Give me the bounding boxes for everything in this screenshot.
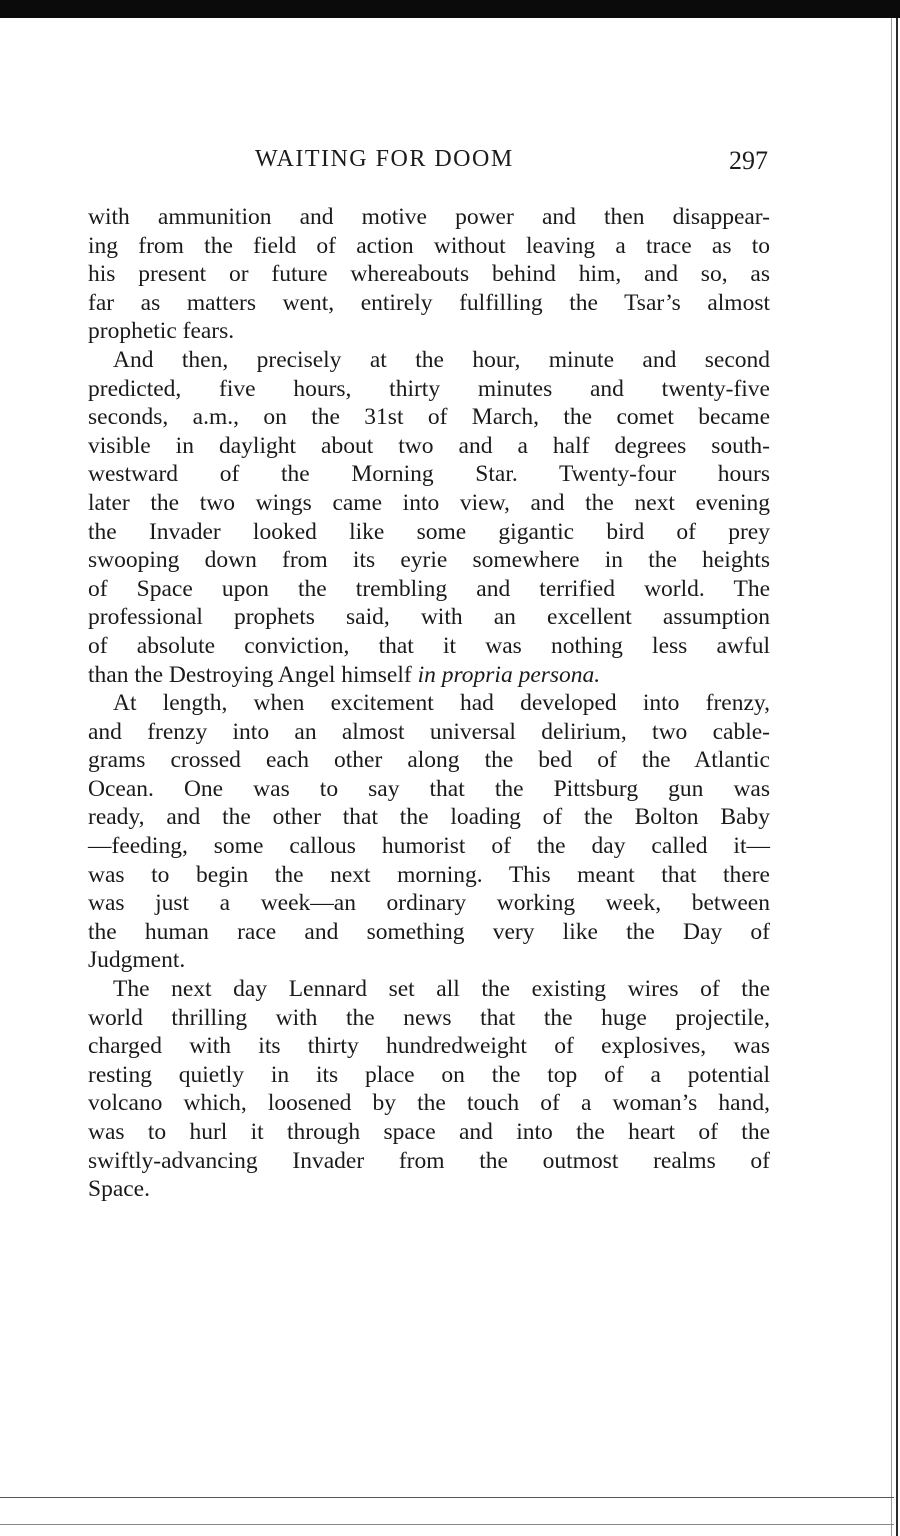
text-line: seconds, a.m., on the 31st of March, the comet became <box>88 404 770 431</box>
paragraph-4 <box>88 975 770 1204</box>
text-line: of Space upon the trembling and terrified world. The <box>88 575 770 602</box>
italic-phrase: in propria persona. <box>417 661 601 688</box>
text-line: westward of the Morning Star. Twenty-four hours <box>88 461 770 488</box>
text-line: was to begin the next morning. This meant that there <box>88 861 770 888</box>
text-line: was just a week—an ordinary working week, between <box>88 890 770 917</box>
paragraph-1 <box>88 203 770 346</box>
scan-bottom-line <box>0 1497 894 1498</box>
text-line: with ammunition and motive power and then disappear- <box>88 204 770 230</box>
running-title: WAITING FOR DOOM <box>255 146 514 172</box>
text-line: professional prophets said, with an excellent assumption <box>88 604 770 631</box>
scan-bottom-edge-line <box>0 1524 894 1525</box>
text-line: the human race and something very like the Day of <box>88 918 770 945</box>
body-text <box>88 203 770 1204</box>
text-line: And then, precisely at the hour, minute and second <box>113 346 770 373</box>
text-line: was to hurl it through space and into the heart of the <box>88 1119 770 1145</box>
text-line: ing from the field of action without leaving a trace as to <box>88 232 770 259</box>
scan-top-border <box>0 0 900 18</box>
text-line: predicted, five hours, thirty minutes and twenty-five <box>88 375 770 402</box>
text-line: resting quietly in its place on the top of a potential <box>88 1061 770 1088</box>
text-line: and frenzy into an almost universal delirium, two cable- <box>88 718 770 745</box>
text-line: The next day Lennard set all the existing wires of the <box>113 976 770 1003</box>
text-line-prefix: than the Destroying Angel himself <box>88 661 418 688</box>
text-line: —feeding, some callous humorist of the day called it— <box>88 833 770 860</box>
scan-right-edge-line <box>891 18 892 1536</box>
text-line: Ocean. One was to say that the Pittsburg gun was <box>88 775 770 802</box>
text-line: Space. <box>88 1176 150 1203</box>
text-line: his present or future whereabouts behind him, and so, as <box>88 261 770 288</box>
text-line: volcano which, loosened by the touch of a woman’s hand, <box>88 1090 770 1117</box>
text-line: swooping down from its eyrie somewhere in the heights <box>88 547 770 574</box>
text-line: charged with its thirty hundredweight of explosives, was <box>88 1033 770 1060</box>
text-line: of absolute conviction, that it was nothing less awful <box>88 632 770 659</box>
text-line: visible in daylight about two and a half degrees south- <box>88 432 770 459</box>
text-line: Judgment. <box>88 947 186 974</box>
text-line: prophetic fears. <box>88 318 235 345</box>
paragraph-3 <box>88 689 770 975</box>
text-line: ready, and the other that the loading of the Bolton Baby <box>88 804 770 831</box>
text-line: grams crossed each other along the bed of the Atlantic <box>88 747 770 774</box>
text-line: later the two wings came into view, and the next evening <box>88 489 770 516</box>
page-number: 297 <box>729 146 768 175</box>
text-line: far as matters went, entirely fulfilling the Tsar’s almost <box>88 289 770 316</box>
text-line: At length, when excitement had developed into frenzy, <box>113 690 770 717</box>
text-line: world thrilling with the news that the huge projectile, <box>88 1004 770 1031</box>
paragraph-2 <box>88 346 770 689</box>
text-line <box>88 661 770 690</box>
text-line: swiftly-advancing Invader from the outmost realms of <box>88 1147 770 1174</box>
scan-right-border <box>896 18 898 1536</box>
text-line: the Invader looked like some gigantic bird of prey <box>88 518 770 545</box>
